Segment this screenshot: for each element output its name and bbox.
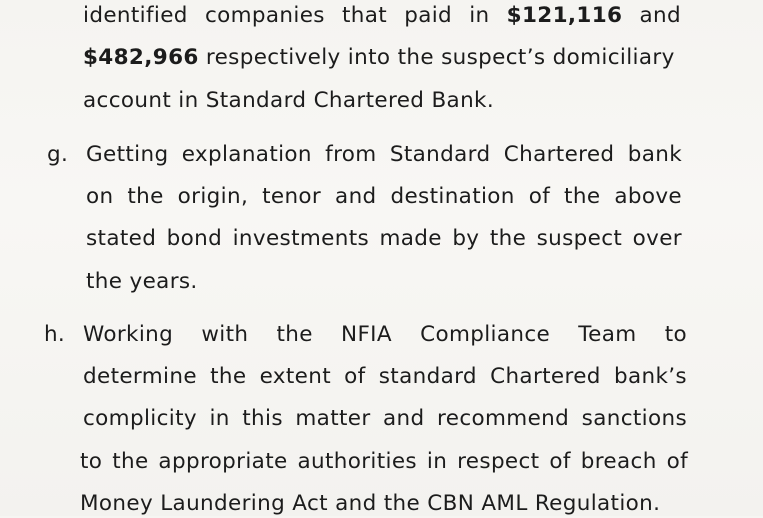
item-f-text-2: respectively into the suspect’s domiciliary xyxy=(205,45,675,70)
item-g-marker: g. xyxy=(47,142,69,167)
item-h-marker: h. xyxy=(44,322,66,347)
item-g-line-4: the years. xyxy=(86,269,198,294)
item-f-line-1 xyxy=(83,2,681,30)
item-g-line-1: Getting explanation from Standard Chartered bank xyxy=(86,142,682,167)
item-h-line-3: complicity in this matter and recommend sanctions xyxy=(83,406,687,431)
item-h-line-4: to the appropriate authorities in respect of breach of xyxy=(80,449,688,474)
item-h-line-1: Working with the NFIA Compliance Team to xyxy=(83,322,687,347)
item-f-and: and xyxy=(639,3,682,28)
item-f-line-3: account in Standard Chartered Bank. xyxy=(83,88,495,113)
amount-1: $121,116 xyxy=(506,3,623,28)
item-g-line-3: stated bond investments made by the suspect over xyxy=(86,226,682,251)
item-h-line-2: determine the extent of standard Chartered bank’s xyxy=(83,364,687,389)
item-f-line-2 xyxy=(83,44,675,72)
item-f-text-1: identified companies that paid in xyxy=(83,3,490,28)
item-g-line-2: on the origin, tenor and destination of the above xyxy=(86,184,682,209)
item-h-line-5: Money Laundering Act and the CBN AML Regulation. xyxy=(80,491,661,516)
amount-2: $482,966 xyxy=(83,45,199,70)
